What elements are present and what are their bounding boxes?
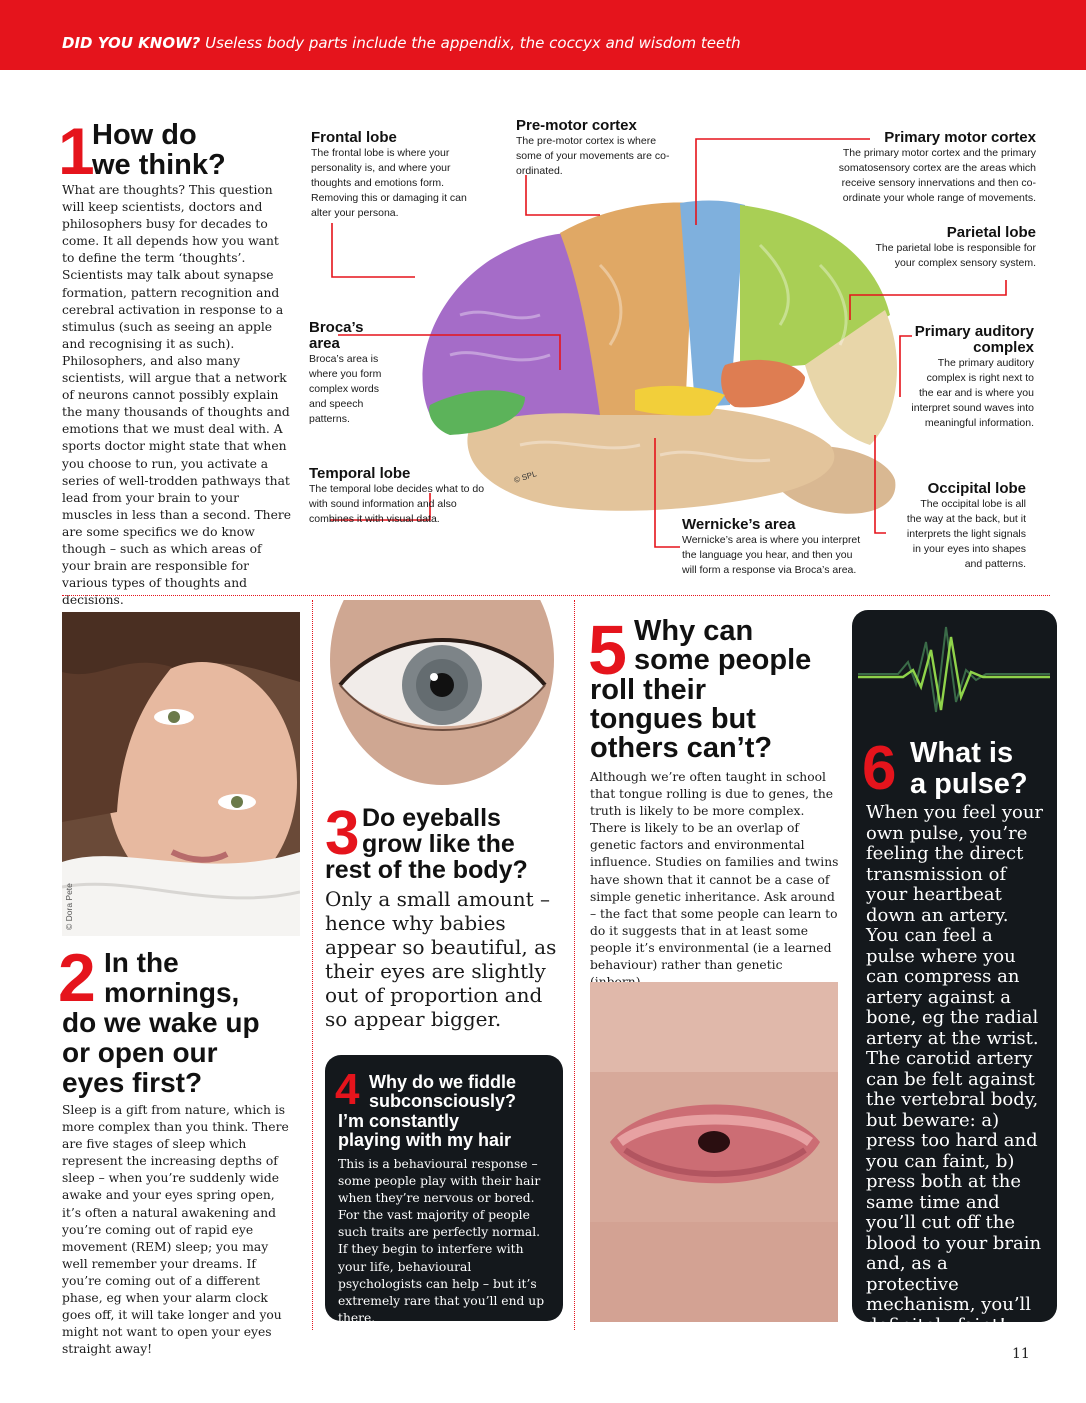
q4-title-bottom	[338, 1112, 511, 1150]
label-premotor-desc: The pre-motor cortex is where some of your movements are co-ordinated.	[516, 135, 670, 177]
q1-title-line1: How do	[92, 119, 197, 151]
auditory-shape	[721, 360, 805, 408]
label-primary-motor-title: Primary motor cortex	[884, 129, 1036, 146]
label-wernicke-title: Wernicke’s area	[682, 516, 796, 533]
label-auditory-title-line1: Primary auditory	[914, 323, 1034, 340]
tongue-roll-photo	[590, 982, 838, 1322]
label-auditory	[910, 324, 1034, 431]
label-broca-title-line2: area	[309, 335, 340, 352]
q4-body: This is a behavioural response – some people play with their hair when they’re nervous or bored. For the vast majority of people such traits are perfectly normal. If they begin to interfere with your life, behavioural psychologists can help – but it’s extremely rare that you’ll end up there.	[338, 1157, 545, 1325]
q4-title-line3: I’m constantly	[338, 1111, 460, 1131]
label-temporal	[309, 466, 489, 527]
q3-title-line1: Do eyeballs	[362, 804, 501, 832]
q2-title-bottom	[62, 1008, 260, 1098]
q1-title	[92, 120, 226, 180]
q4-title-line2: subconsciously?	[369, 1091, 517, 1111]
q5-body: Although we’re often taught in school that tongue rolling is due to genes, the truth is likely to be more complex. There is likely to be an overlap of genetic factors and environmental influence. Studies on families and twins have shown that it cannot be a case of simple genetic inheritance. Ask around – the fact that some people can learn to do it suggests that in at least some people it’s environmental (ie a learned behaviour) rather than genetic	[590, 770, 839, 973]
q5-number: 5	[588, 611, 627, 689]
q5-title-line4: tongues but	[590, 703, 756, 735]
q3-number: 3	[325, 799, 360, 868]
label-primary-motor	[816, 130, 1036, 206]
label-parietal-desc: The parietal lobe is responsible for your complex sensory system.	[875, 242, 1036, 269]
label-primary-motor-desc: The primary motor cortex and the primary somatosensory cortex are the areas which receive sensory innervations and then co-ordinate your whole range of movements.	[838, 147, 1036, 204]
label-frontal-desc: The frontal lobe is where your personality is, and where your thoughts and emotions form. Removing this or damaging it can alter your persona.	[311, 147, 467, 219]
q3-title-line3: rest of the body?	[325, 856, 528, 884]
eye-photo	[330, 600, 555, 785]
label-frontal	[311, 130, 481, 221]
q2-title-line2: mornings,	[104, 977, 240, 1008]
banner-fact: Useless body parts include the appendix, the coccyx and wisdom teeth	[205, 34, 741, 52]
label-auditory-title-line2: complex	[973, 339, 1034, 356]
q1-title-line2: we think?	[92, 149, 226, 181]
q2-title-line3: do we wake up	[62, 1007, 260, 1038]
q1-number: 1	[58, 114, 95, 188]
page-number: 11	[1012, 1346, 1030, 1362]
label-occipital-title: Occipital lobe	[927, 480, 1026, 497]
q3-body: Only a small amount – hence why babies appear so beautiful, as their eyes are slightly out of proportion and so appear bigger.	[325, 887, 557, 1031]
q2-photo-credit: © Dora Pete	[64, 883, 74, 930]
q6-title-line1: What is	[910, 737, 1014, 769]
heartbeat-icon	[858, 622, 1050, 722]
q2-title-line1: In the	[104, 947, 179, 978]
q2-title-top	[104, 948, 239, 1008]
banner-text	[62, 34, 741, 52]
label-auditory-desc: The primary auditory complex is right next to the ear and is where you interpret sound waves into meaningful information.	[911, 357, 1034, 429]
q6-title	[910, 738, 1028, 800]
brain-credit: © SPL	[512, 469, 538, 485]
q6-body: When you feel your own pulse, you’re feeling the direct transmission of your heartbeat down an artery. You can feel a pulse where you can compress an artery against a bone, eg the radial artery at the wrist. The carotid artery can be felt against the vertebral body, but beware: a) press too hard and you can faint, b) press both at the same time and you’ll cut off the blood to your brain and, as a protective mechanism, you’ll definitely faint!	[866, 802, 1044, 1336]
q4-number: 4	[335, 1065, 360, 1114]
label-premotor-title: Pre-motor cortex	[516, 117, 637, 134]
q5-title-line1: Why can	[634, 615, 754, 647]
q5-title-line5: others can’t?	[590, 732, 773, 764]
label-parietal-title: Parietal lobe	[946, 224, 1036, 241]
label-wernicke	[682, 517, 867, 578]
label-temporal-title: Temporal lobe	[309, 465, 411, 482]
column-divider-1	[312, 600, 313, 1330]
label-wernicke-desc: Wernicke’s area is where you interpret the language you hear, and then you will form a response via Broca’s area.	[682, 534, 861, 576]
q2-title-line4: or open our	[62, 1037, 218, 1068]
label-temporal-desc: The temporal lobe decides what to do with sound information and also combines it with visual data.	[309, 483, 485, 525]
q1-body: What are thoughts? This question will keep scientists, doctors and philosophers busy for decades to come. It all depends how you want to define the term ‘thoughts’. Scientists may talk about synapse formation, pattern recognition and cerebral activation in response to a stimulus (such as seeing an apple and recognising it as such). Philosophers, and also many scientists, will argue that a network of neurons cannot possibly explain the many thousands of thoughts and emotions that we must deal with. A sports doctor might state that when you choose to run, you activate a series of well-trodden pathways that lead from your brain to your muscles in less than a second. There are some specifics we do know though – such as which areas of your brain are responsible for various types of thoughts and decisions.	[62, 183, 292, 608]
brain-lobes	[423, 201, 898, 514]
temporal-lobe-shape	[467, 403, 834, 511]
q6-number: 6	[862, 734, 897, 803]
label-broca-title-line1: Broca’s	[309, 319, 364, 336]
label-frontal-title: Frontal lobe	[311, 129, 397, 146]
q5-title-line3: roll their	[590, 674, 707, 706]
label-broca	[309, 320, 389, 427]
label-occipital	[906, 481, 1026, 572]
q4-title-line1: Why do we fiddle	[369, 1072, 516, 1092]
label-broca-desc: Broca’s area is where you form complex words and speech patterns.	[309, 353, 382, 425]
q4-title-top	[369, 1073, 516, 1111]
label-parietal	[866, 225, 1036, 271]
column-divider-2	[574, 600, 575, 1330]
q2-body: Sleep is a gift from nature, which is more complex than you think. There are five stages of sleep which represent the increasing depths of sleep – when you’re suddenly wide awake and your eyes spring open, it’s often a natural awakening and you’re coming out of rapid eye movement (REM) sleep; you may well remember your dreams. If you’re coming out of a different phase, eg when your alarm clock goes off, it will take longer and you might not want to open your eyes straight away!	[62, 1103, 289, 1357]
q6-title-line2: a pulse?	[910, 768, 1028, 800]
q3-title-line2: grow like the	[362, 830, 515, 858]
q5-title-bottom	[590, 676, 772, 763]
q2-number: 2	[58, 940, 96, 1016]
q5-title-line2: some people	[634, 644, 812, 676]
q3-title-top	[362, 805, 515, 857]
sleeping-woman-photo	[62, 612, 300, 936]
banner-lead: DID YOU KNOW?	[62, 34, 201, 52]
section-divider	[62, 595, 1050, 596]
label-occipital-desc: The occipital lobe is all the way at the back, but it interprets the light signals in your eyes into shapes and patterns.	[906, 498, 1026, 570]
q5-title-top	[634, 617, 811, 675]
q2-title-line5: eyes first?	[62, 1067, 203, 1098]
q4-title-line4: playing with my hair	[338, 1130, 512, 1150]
label-premotor	[516, 118, 671, 179]
